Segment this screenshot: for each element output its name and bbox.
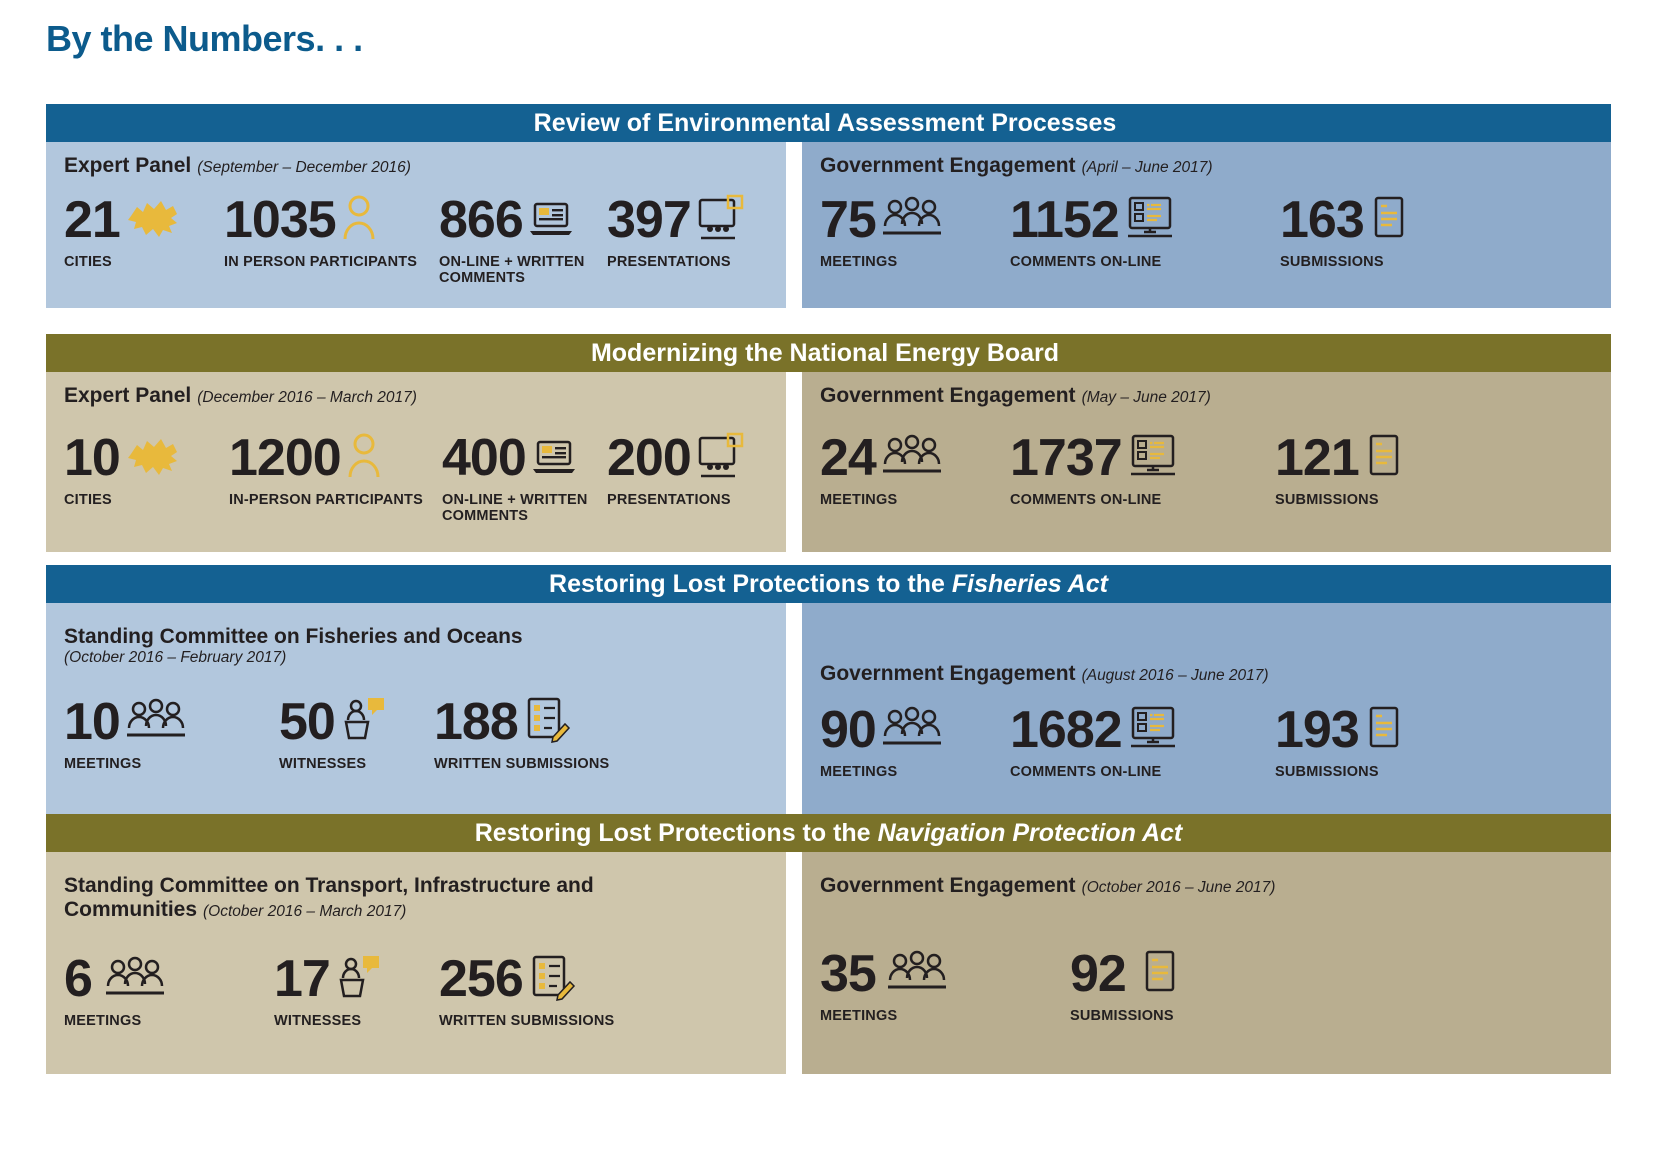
panel-title-text: Standing Committee on Fisheries and Oceans xyxy=(64,625,523,648)
section-body xyxy=(46,852,1611,1074)
panel-title-text: Standing Committee on Transport, Infrastructure and Communities xyxy=(64,874,594,921)
meeting-people-icon xyxy=(125,697,187,748)
stat-participants xyxy=(229,430,442,509)
stat-label: ON-LINE + WRITTEN COMMENTS xyxy=(442,491,588,525)
stat-value: 6 xyxy=(64,950,92,1009)
panel-title-date: (October 2016 – March 2017) xyxy=(203,902,407,920)
stat-comments-online xyxy=(1010,192,1280,271)
panel-government-engagement xyxy=(802,852,1611,1074)
panel-gap xyxy=(786,603,802,814)
meeting-people-icon xyxy=(881,705,943,756)
stat-label: ON-LINE + WRITTEN COMMENTS xyxy=(439,253,585,287)
stat-label: PRESENTATIONS xyxy=(607,491,731,508)
stat-submissions xyxy=(1280,192,1480,271)
section-header xyxy=(46,334,1611,372)
stat-label: WRITTEN SUBMISSIONS xyxy=(434,755,610,772)
stat-label: COMMENTS ON-LINE xyxy=(1010,491,1162,508)
panel-title xyxy=(64,154,768,178)
stat-value: 90 xyxy=(820,700,876,759)
page-title: By the Numbers. . . xyxy=(46,18,363,59)
stat-value: 50 xyxy=(279,693,335,752)
stat-value: 1200 xyxy=(229,428,341,487)
meeting-people-icon xyxy=(104,955,166,1006)
stat-group xyxy=(64,951,768,1030)
stat-submissions xyxy=(1275,430,1475,509)
panel-title-date: (September – December 2016) xyxy=(197,159,411,176)
stat-group xyxy=(64,694,768,773)
witness-podium-icon xyxy=(340,696,388,749)
stat-label: SUBMISSIONS xyxy=(1275,491,1379,508)
stat-comments-online xyxy=(1010,702,1275,781)
meeting-people-icon xyxy=(886,949,948,1000)
stat-label: COMMENTS ON-LINE xyxy=(1010,253,1162,270)
section-navigation-protection-act xyxy=(46,814,1611,1074)
section-national-energy-board xyxy=(46,334,1611,552)
document-icon xyxy=(1364,432,1404,485)
canada-map-icon xyxy=(125,434,183,483)
panel-title-text: Government Engagement xyxy=(820,154,1076,177)
witness-podium-icon xyxy=(335,954,383,1007)
stat-label: COMMENTS ON-LINE xyxy=(1010,763,1162,780)
stat-value: 188 xyxy=(434,693,518,752)
section-header-text: Review of Environmental Assessment Processes xyxy=(533,108,1117,137)
stat-value: 35 xyxy=(820,944,876,1003)
panel-title-text: Government Engagement xyxy=(820,662,1076,685)
presentation-icon xyxy=(696,432,746,485)
stat-written-submissions xyxy=(434,694,684,773)
section-environmental-assessment xyxy=(46,104,1611,308)
stat-label: CITIES xyxy=(64,491,112,508)
panel-gap xyxy=(786,372,802,552)
stat-group xyxy=(820,192,1593,271)
stat-label: SUBMISSIONS xyxy=(1275,763,1379,780)
stat-label: WITNESSES xyxy=(274,1013,362,1030)
stat-written-submissions xyxy=(439,951,689,1030)
panel-title xyxy=(64,384,768,408)
stat-group xyxy=(64,192,768,287)
document-icon xyxy=(1140,948,1180,1001)
panel-government-engagement xyxy=(802,603,1611,814)
stat-label: MEETINGS xyxy=(820,763,898,780)
stat-value: 1737 xyxy=(1010,428,1122,487)
section-fisheries-act xyxy=(46,565,1611,814)
stat-meetings xyxy=(820,430,1010,509)
stat-value: 1152 xyxy=(1010,190,1119,249)
panel-title-date: (August 2016 – June 2017) xyxy=(1081,667,1269,684)
monitor-comments-icon xyxy=(1124,194,1178,247)
meeting-people-icon xyxy=(881,433,943,484)
stat-value: 24 xyxy=(820,428,876,487)
person-icon xyxy=(341,193,377,248)
panel-gap xyxy=(786,142,802,308)
stat-value: 400 xyxy=(442,428,526,487)
stat-group xyxy=(820,430,1593,509)
stat-value: 17 xyxy=(274,950,330,1009)
stat-value: 92 xyxy=(1070,944,1126,1003)
stat-label: MEETINGS xyxy=(820,491,898,508)
section-header-italic: Fisheries Act xyxy=(951,569,1108,598)
stat-label: SUBMISSIONS xyxy=(1280,253,1384,270)
stat-label: IN PERSON PARTICIPANTS xyxy=(224,253,418,270)
stat-meetings xyxy=(64,694,279,773)
panel-expert-panel xyxy=(46,372,786,552)
stat-presentations xyxy=(607,430,767,509)
stat-label: WITNESSES xyxy=(279,755,367,772)
document-icon xyxy=(1369,194,1409,247)
section-header xyxy=(46,814,1611,852)
stat-label: PRESENTATIONS xyxy=(607,253,731,270)
section-body xyxy=(46,142,1611,308)
panel-title-text: Expert Panel xyxy=(64,384,192,407)
stat-online-written-comments xyxy=(439,192,607,287)
stat-value: 1682 xyxy=(1010,700,1122,759)
stat-value: 121 xyxy=(1275,428,1359,487)
stat-value: 10 xyxy=(64,428,120,487)
panel-title-date: (October 2016 – June 2017) xyxy=(1081,879,1276,896)
laptop-icon xyxy=(531,436,577,481)
panel-title-text: Government Engagement xyxy=(820,384,1076,407)
document-icon xyxy=(1364,704,1404,757)
stat-group xyxy=(64,430,768,525)
meeting-people-icon xyxy=(881,195,943,246)
panel-title xyxy=(820,384,1593,408)
section-header xyxy=(46,565,1611,603)
section-body xyxy=(46,603,1611,814)
stat-presentations xyxy=(607,192,767,271)
panel-title-date: (May – June 2017) xyxy=(1081,389,1211,406)
stat-witnesses xyxy=(274,951,439,1030)
stat-value: 200 xyxy=(607,428,691,487)
panel-government-engagement xyxy=(802,142,1611,308)
panel-standing-committee xyxy=(46,852,786,1074)
checklist-pencil-icon xyxy=(523,695,571,750)
panel-title-date: (April – June 2017) xyxy=(1081,159,1213,176)
stat-cities xyxy=(64,192,224,271)
stat-comments-online xyxy=(1010,430,1275,509)
stat-label: WRITTEN SUBMISSIONS xyxy=(439,1013,615,1030)
stat-label: MEETINGS xyxy=(820,253,898,270)
stat-group xyxy=(820,946,1593,1025)
stat-label: IN-PERSON PARTICIPANTS xyxy=(229,491,423,508)
canada-map-icon xyxy=(125,196,183,245)
stat-value: 193 xyxy=(1275,700,1359,759)
monitor-comments-icon xyxy=(1127,432,1181,485)
monitor-comments-icon xyxy=(1127,704,1181,757)
stat-value: 256 xyxy=(439,950,523,1009)
panel-gap xyxy=(786,852,802,1074)
panel-title xyxy=(820,154,1593,178)
stat-value: 10 xyxy=(64,693,120,752)
stat-meetings xyxy=(820,192,1010,271)
panel-title-date: (December 2016 – March 2017) xyxy=(197,389,417,406)
stat-value: 866 xyxy=(439,190,523,249)
stat-meetings xyxy=(64,951,274,1030)
stat-online-written-comments xyxy=(442,430,607,525)
panel-standing-committee xyxy=(46,603,786,814)
panel-title xyxy=(820,874,1593,898)
stat-label: SUBMISSIONS xyxy=(1070,1007,1174,1024)
panel-government-engagement xyxy=(802,372,1611,552)
panel-title xyxy=(820,662,1593,686)
stat-value: 397 xyxy=(607,190,691,249)
panel-title-text: Government Engagement xyxy=(820,874,1076,897)
stat-label: MEETINGS xyxy=(64,1013,142,1030)
stat-meetings xyxy=(820,946,1070,1025)
stat-meetings xyxy=(820,702,1010,781)
section-header-italic: Navigation Protection Act xyxy=(877,818,1183,847)
stat-submissions xyxy=(1070,946,1320,1025)
person-icon xyxy=(346,431,382,486)
stat-submissions xyxy=(1275,702,1475,781)
section-header xyxy=(46,104,1611,142)
section-header-text: Modernizing the National Energy Board xyxy=(590,338,1060,367)
section-body xyxy=(46,372,1611,552)
section-header-text: Restoring Lost Protections to the xyxy=(549,569,945,598)
panel-title xyxy=(64,625,768,666)
panel-title-date: (October 2016 – February 2017) xyxy=(64,648,287,666)
checklist-pencil-icon xyxy=(528,953,576,1008)
laptop-icon xyxy=(528,198,574,243)
stat-witnesses xyxy=(279,694,434,773)
stat-value: 163 xyxy=(1280,190,1364,249)
panel-title-text: Expert Panel xyxy=(64,154,192,177)
stat-value: 21 xyxy=(64,190,120,249)
panel-expert-panel xyxy=(46,142,786,308)
stat-value: 75 xyxy=(820,190,876,249)
panel-title xyxy=(64,874,768,921)
presentation-icon xyxy=(696,194,746,247)
section-header-text: Restoring Lost Protections to the xyxy=(474,818,871,847)
stat-cities xyxy=(64,430,229,509)
stat-label: CITIES xyxy=(64,253,112,270)
stat-value: 1035 xyxy=(224,190,336,249)
stat-label: MEETINGS xyxy=(64,755,142,772)
stat-group xyxy=(820,702,1593,781)
stat-participants xyxy=(224,192,439,271)
stat-label: MEETINGS xyxy=(820,1007,898,1024)
